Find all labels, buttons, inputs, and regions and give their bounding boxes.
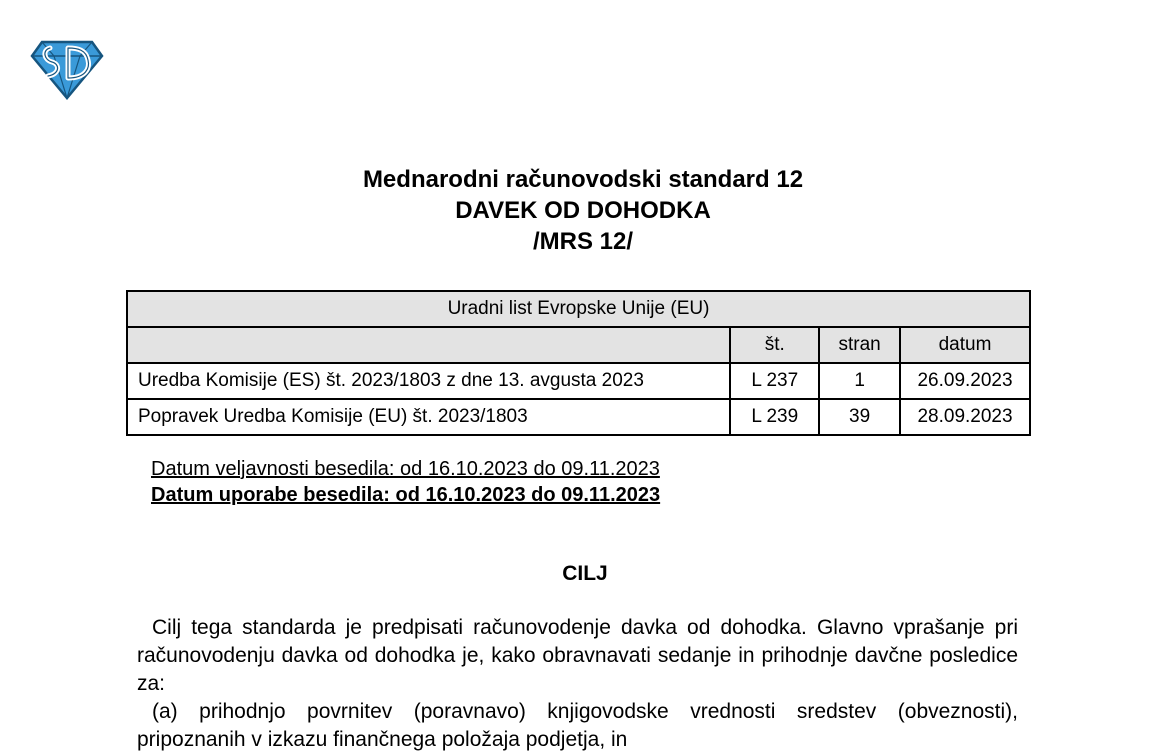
header-number: št. [730, 327, 819, 363]
validity-dates [151, 456, 660, 508]
row-date: 26.09.2023 [900, 363, 1030, 399]
validity-date-text: Datum veljavnosti besedila: od 16.10.2023 do 09.11.2023 [151, 458, 660, 480]
row-description: Uredba Komisije (ES) št. 2023/1803 z dne 13. avgusta 2023 [127, 363, 730, 399]
row-description: Popravek Uredba Komisije (EU) št. 2023/1803 [127, 399, 730, 435]
header-date: datum [900, 327, 1030, 363]
table-row [127, 399, 1030, 435]
title-line-2: DAVEK OD DOHODKA [455, 197, 711, 224]
application-date-text: Datum uporabe besedila: od 16.10.2023 do 09.11.2023 [151, 484, 661, 506]
table-caption-row [127, 291, 1030, 327]
row-number: L 237 [730, 363, 819, 399]
title-line-1: Mednarodni računovodski standard 12 [362, 166, 804, 193]
table-header-row [127, 327, 1030, 363]
header-description [127, 327, 730, 363]
section-body [137, 614, 1018, 754]
body-paragraph: Cilj tega standarda je predpisati računovodenje davka od dohodka. Glavno vprašanje pri računovodenju davka od dohodka je, kako obravnavati sedanje in prihodnje davčne posledice za: [137, 616, 1018, 695]
row-number: L 239 [730, 399, 819, 435]
table-row [127, 363, 1030, 399]
row-page: 1 [819, 363, 900, 399]
body-paragraph-item-a: (a) prihodnjo povrnitev (poravnavo) knjigovodske vrednosti sredstev (obveznosti), pripoznanih v izkazu finančnega položaja podjetja, in [137, 700, 1018, 751]
sd-diamond-logo [30, 38, 104, 100]
official-journal-table [126, 290, 1031, 436]
document-title [0, 164, 1157, 257]
row-page: 39 [819, 399, 900, 435]
section-heading: CILJ [562, 562, 608, 585]
title-line-3: /MRS 12/ [532, 228, 634, 255]
diamond-logo-icon [30, 38, 104, 100]
table-caption: Uradni list Evropske Unije (EU) [127, 291, 1030, 327]
row-date: 28.09.2023 [900, 399, 1030, 435]
header-page: stran [819, 327, 900, 363]
